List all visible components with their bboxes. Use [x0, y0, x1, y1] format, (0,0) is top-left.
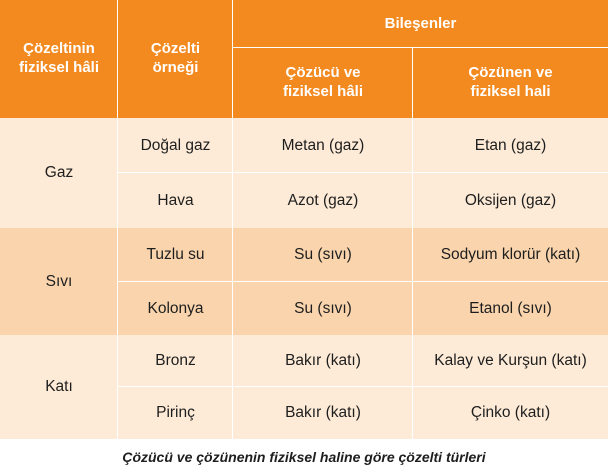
grid-divider	[118, 281, 608, 282]
state-cell-kati: Katı	[0, 335, 118, 439]
grid-divider	[233, 47, 608, 48]
solvent-cell: Azot (gaz)	[233, 173, 413, 228]
header-solvent: Çözücü ve fiziksel hâli	[233, 48, 413, 118]
example-cell: Tuzlu su	[118, 228, 233, 282]
table-caption: Çözücü ve çözünenin fiziksel haline göre çözelti türleri	[122, 449, 486, 465]
example-cell: Kolonya	[118, 282, 233, 335]
state-cell-sivi: Sıvı	[0, 228, 118, 335]
solute-cell: Sodyum klorür (katı)	[413, 228, 608, 282]
example-cell: Pirinç	[118, 387, 233, 439]
solvent-cell: Bakır (katı)	[233, 335, 413, 387]
grid-divider	[118, 386, 608, 387]
solute-cell: Oksijen (gaz)	[413, 173, 608, 228]
solvent-cell: Su (sıvı)	[233, 228, 413, 282]
header-example: Çözelti örneği	[118, 0, 233, 118]
grid-divider	[412, 48, 413, 439]
solute-cell: Etan (gaz)	[413, 118, 608, 173]
solvent-cell: Bakır (katı)	[233, 387, 413, 439]
solvent-cell: Su (sıvı)	[233, 282, 413, 335]
grid-divider	[117, 0, 118, 439]
header-state: Çözeltinin fiziksel hâli	[0, 0, 118, 118]
example-cell: Doğal gaz	[118, 118, 233, 173]
solute-cell: Kalay ve Kurşun (katı)	[413, 335, 608, 387]
solute-cell: Çinko (katı)	[413, 387, 608, 439]
header-components: Bileşenler	[233, 0, 608, 48]
grid-divider	[232, 0, 233, 439]
grid-divider	[118, 172, 608, 173]
example-cell: Hava	[118, 173, 233, 228]
solvent-cell: Metan (gaz)	[233, 118, 413, 173]
solute-cell: Etanol (sıvı)	[413, 282, 608, 335]
state-cell-gaz: Gaz	[0, 118, 118, 228]
example-cell: Bronz	[118, 335, 233, 387]
header-solute: Çözünen ve fiziksel hali	[413, 48, 608, 118]
